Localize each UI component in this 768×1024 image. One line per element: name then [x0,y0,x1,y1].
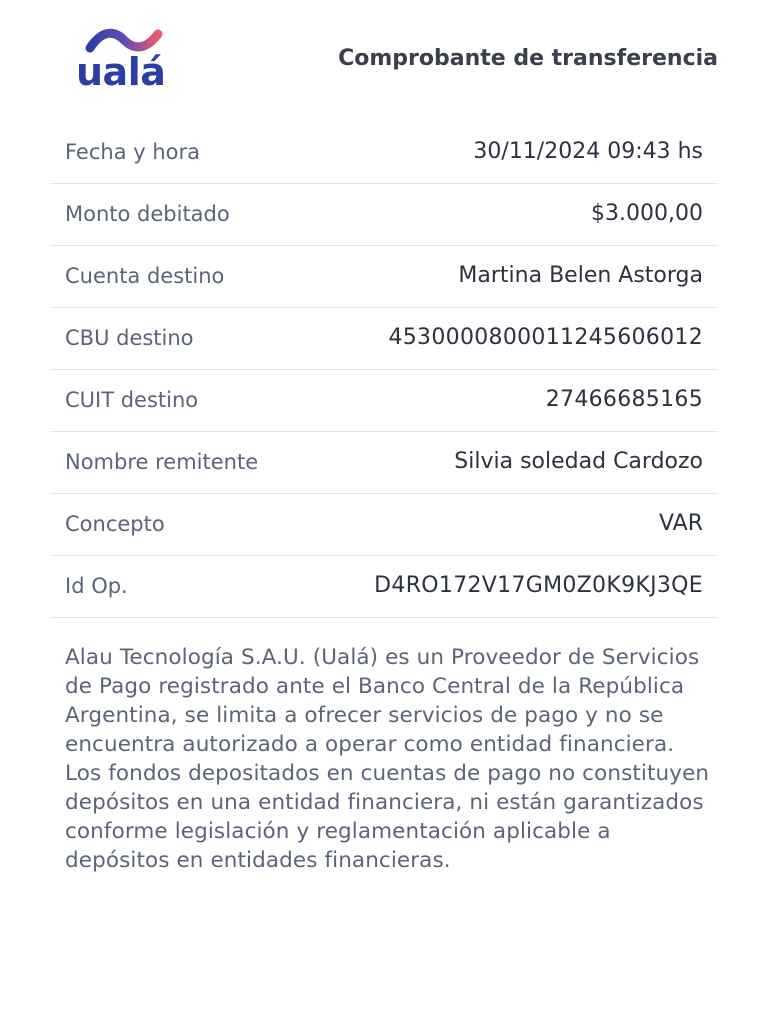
detail-row-remitente [50,432,718,494]
transfer-details [50,122,718,618]
detail-value: $3.000,00 [591,201,703,226]
detail-row-cbu [50,308,718,370]
detail-row-monto [50,184,718,246]
detail-value: D4RO172V17GM0Z0K9KJ3QE [374,573,703,598]
legal-disclaimer: Alau Tecnología S.A.U. (Ualá) es un Proveedor de Servicios de Pago registrado ante el Banco Central de la República Argentina, se limita a ofrecer servicios de pago y no se encuentra autorizado a operar como entidad financiera. Los fondos depositados en cuentas de pago no constituyen depósitos en una entidad financiera, ni están garantizados conforme legislación y reglamentación aplicable a depósitos en entidades financieras. [65,645,710,873]
detail-row-cuenta [50,246,718,308]
detail-label: Fecha y hora [65,140,201,164]
detail-label: Id Op. [65,574,128,598]
detail-label: CUIT destino [65,388,199,412]
page-title: Comprobante de transferencia [338,46,718,71]
uala-logo [70,28,186,94]
brand-wordmark: ualá [76,50,166,94]
detail-row-concepto [50,494,718,556]
detail-row-cuit [50,370,718,432]
detail-row-fecha [50,122,718,184]
detail-value: Silvia soledad Cardozo [454,449,703,474]
detail-value: 27466685165 [545,387,703,412]
detail-value: Martina Belen Astorga [458,263,703,288]
header [0,0,768,120]
detail-value: VAR [659,511,703,536]
detail-label: Nombre remitente [65,450,259,474]
detail-value: 4530000800011245606012 [388,325,703,350]
detail-label: Concepto [65,512,165,536]
detail-label: CBU destino [65,326,194,350]
detail-value: 30/11/2024 09:43 hs [473,139,703,164]
detail-label: Cuenta destino [65,264,225,288]
detail-label: Monto debitado [65,202,230,226]
detail-row-id-op [50,556,718,618]
